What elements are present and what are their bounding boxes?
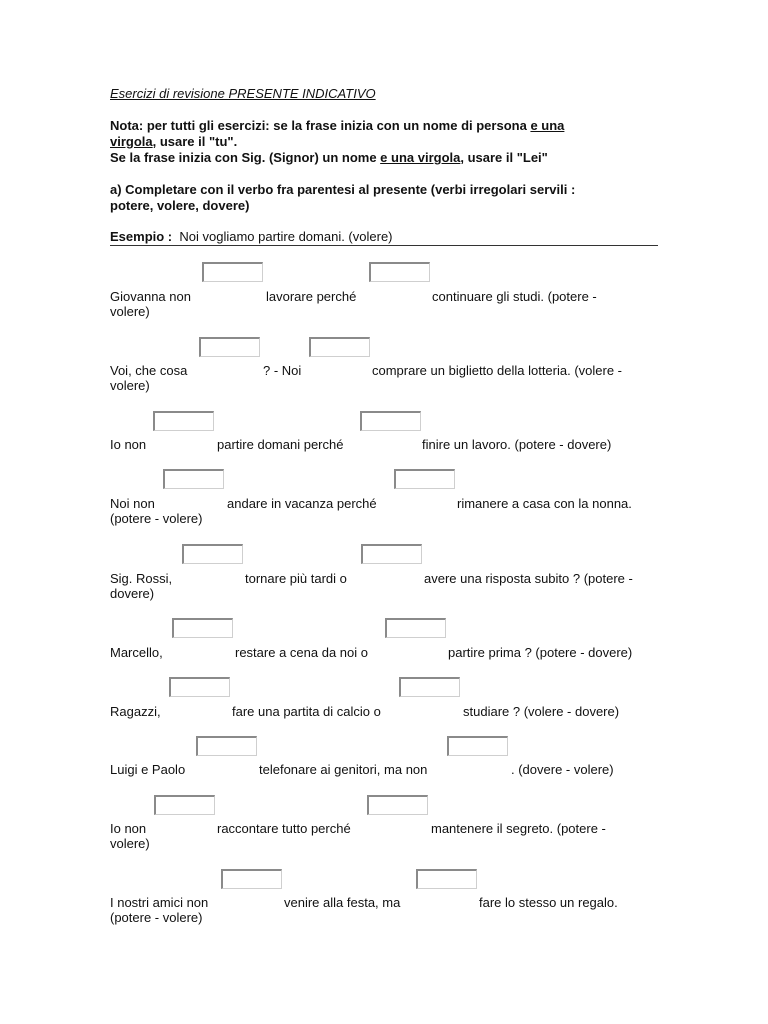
exercise-1-text-1: Giovanna non	[110, 289, 191, 304]
exercise-4-text-1: Noi non	[110, 496, 155, 511]
note-line-3-text: Se la frase inizia con Sig. (Signor) un nome	[110, 150, 381, 165]
exercise-1-text-3: continuare gli studi. (potere -	[432, 289, 597, 304]
note-line-2	[110, 134, 237, 149]
example	[110, 229, 658, 246]
exercise-8-answer-2[interactable]	[447, 736, 508, 756]
exercise-4-text-2: andare in vacanza perché	[227, 496, 377, 511]
note-line-1-text: Nota: per tutti gli esercizi: se la frase inizia con un nome di persona	[110, 118, 531, 133]
exercise-8-text-1: Luigi e Paolo	[110, 762, 186, 777]
exercise-3-text-1: Io non	[110, 437, 147, 452]
exercise-3-text-2: partire domani perché	[217, 437, 344, 452]
exercise-5-text-1: Sig. Rossi,	[110, 571, 173, 586]
instruction-line-2: potere, volere, dovere)	[110, 198, 250, 213]
example-label: Esempio :	[110, 229, 173, 244]
exercise-9-text-2: raccontare tutto perché	[217, 821, 351, 836]
note-line-2-text: , usare il "tu".	[152, 134, 238, 149]
exercise-3-answer-1[interactable]	[153, 411, 214, 431]
exercise-6-text-2: restare a cena da noi o	[235, 645, 368, 660]
exercise-9-answer-2[interactable]	[367, 795, 428, 815]
exercise-7-answer-2[interactable]	[399, 677, 460, 697]
exercise-6-answer-2[interactable]	[385, 618, 446, 638]
exercise-10-text-2: venire alla festa, ma	[284, 895, 401, 910]
exercise-8-answer-1[interactable]	[196, 736, 257, 756]
exercise-1-text-4: volere)	[110, 304, 150, 319]
exercise-6-text-3: partire prima ? (potere - dovere)	[448, 645, 633, 660]
exercise-5-text-2: tornare più tardi o	[245, 571, 347, 586]
exercise-7-answer-1[interactable]	[169, 677, 230, 697]
exercise-5-text-3: avere una risposta subito ? (potere -	[424, 571, 633, 586]
exercise-3-text-3: finire un lavoro. (potere - dovere)	[422, 437, 612, 452]
note-line-3	[110, 150, 548, 165]
exercise-10-text-4: (potere - volere)	[110, 910, 203, 925]
note-line-2-underlined: virgola	[110, 134, 153, 149]
exercise-1-answer-1[interactable]	[202, 262, 263, 282]
exercise-6-text-1: Marcello,	[110, 645, 163, 660]
exercise-10-answer-1[interactable]	[221, 869, 282, 889]
page-title: Esercizi di revisione PRESENTE INDICATIVO	[110, 86, 376, 101]
note-line-3-underlined: e una virgola	[380, 150, 461, 165]
exercise-5-answer-2[interactable]	[361, 544, 422, 564]
exercise-5-answer-1[interactable]	[182, 544, 243, 564]
exercise-8-text-2: telefonare ai genitori, ma non	[259, 762, 428, 777]
exercise-4-text-3: rimanere a casa con la nonna.	[457, 496, 632, 511]
exercise-2-text-2: ? - Noi	[263, 363, 302, 378]
note-line-3-suffix: , usare il "Lei"	[460, 150, 548, 165]
exercise-9-answer-1[interactable]	[154, 795, 215, 815]
exercise-2-text-3: comprare un biglietto della lotteria. (volere -	[372, 363, 623, 378]
exercise-8-text-3: . (dovere - volere)	[511, 762, 614, 777]
exercise-10-answer-2[interactable]	[416, 869, 477, 889]
exercise-2-text-4: volere)	[110, 378, 150, 393]
exercise-3-answer-2[interactable]	[360, 411, 421, 431]
exercise-7-text-3: studiare ? (volere - dovere)	[463, 704, 620, 719]
note-line-1-underlined: e una	[530, 118, 565, 133]
exercise-9-text-4: volere)	[110, 836, 150, 851]
exercise-7-text-1: Ragazzi,	[110, 704, 161, 719]
exercise-5-text-4: dovere)	[110, 586, 155, 601]
exercise-10-text-3: fare lo stesso un regalo.	[479, 895, 618, 910]
exercise-9-text-3: mantenere il segreto. (potere -	[431, 821, 606, 836]
example-text: Noi vogliamo partire domani. (volere)	[179, 229, 393, 244]
exercise-4-answer-2[interactable]	[394, 469, 455, 489]
exercise-7-text-2: fare una partita di calcio o	[232, 704, 381, 719]
exercise-4-answer-1[interactable]	[163, 469, 224, 489]
instruction-line-1: a) Completare con il verbo fra parentesi al presente (verbi irregolari servili :	[110, 182, 576, 197]
exercise-1-answer-2[interactable]	[369, 262, 430, 282]
exercise-2-answer-2[interactable]	[309, 337, 370, 357]
exercise-2-text-1: Voi, che cosa	[110, 363, 188, 378]
exercise-6-answer-1[interactable]	[172, 618, 233, 638]
note-line-1	[110, 118, 564, 133]
exercise-4-text-4: (potere - volere)	[110, 511, 203, 526]
exercise-10-text-1: I nostri amici non	[110, 895, 209, 910]
exercise-9-text-1: Io non	[110, 821, 147, 836]
exercise-1-text-2: lavorare perché	[266, 289, 357, 304]
exercise-2-answer-1[interactable]	[199, 337, 260, 357]
